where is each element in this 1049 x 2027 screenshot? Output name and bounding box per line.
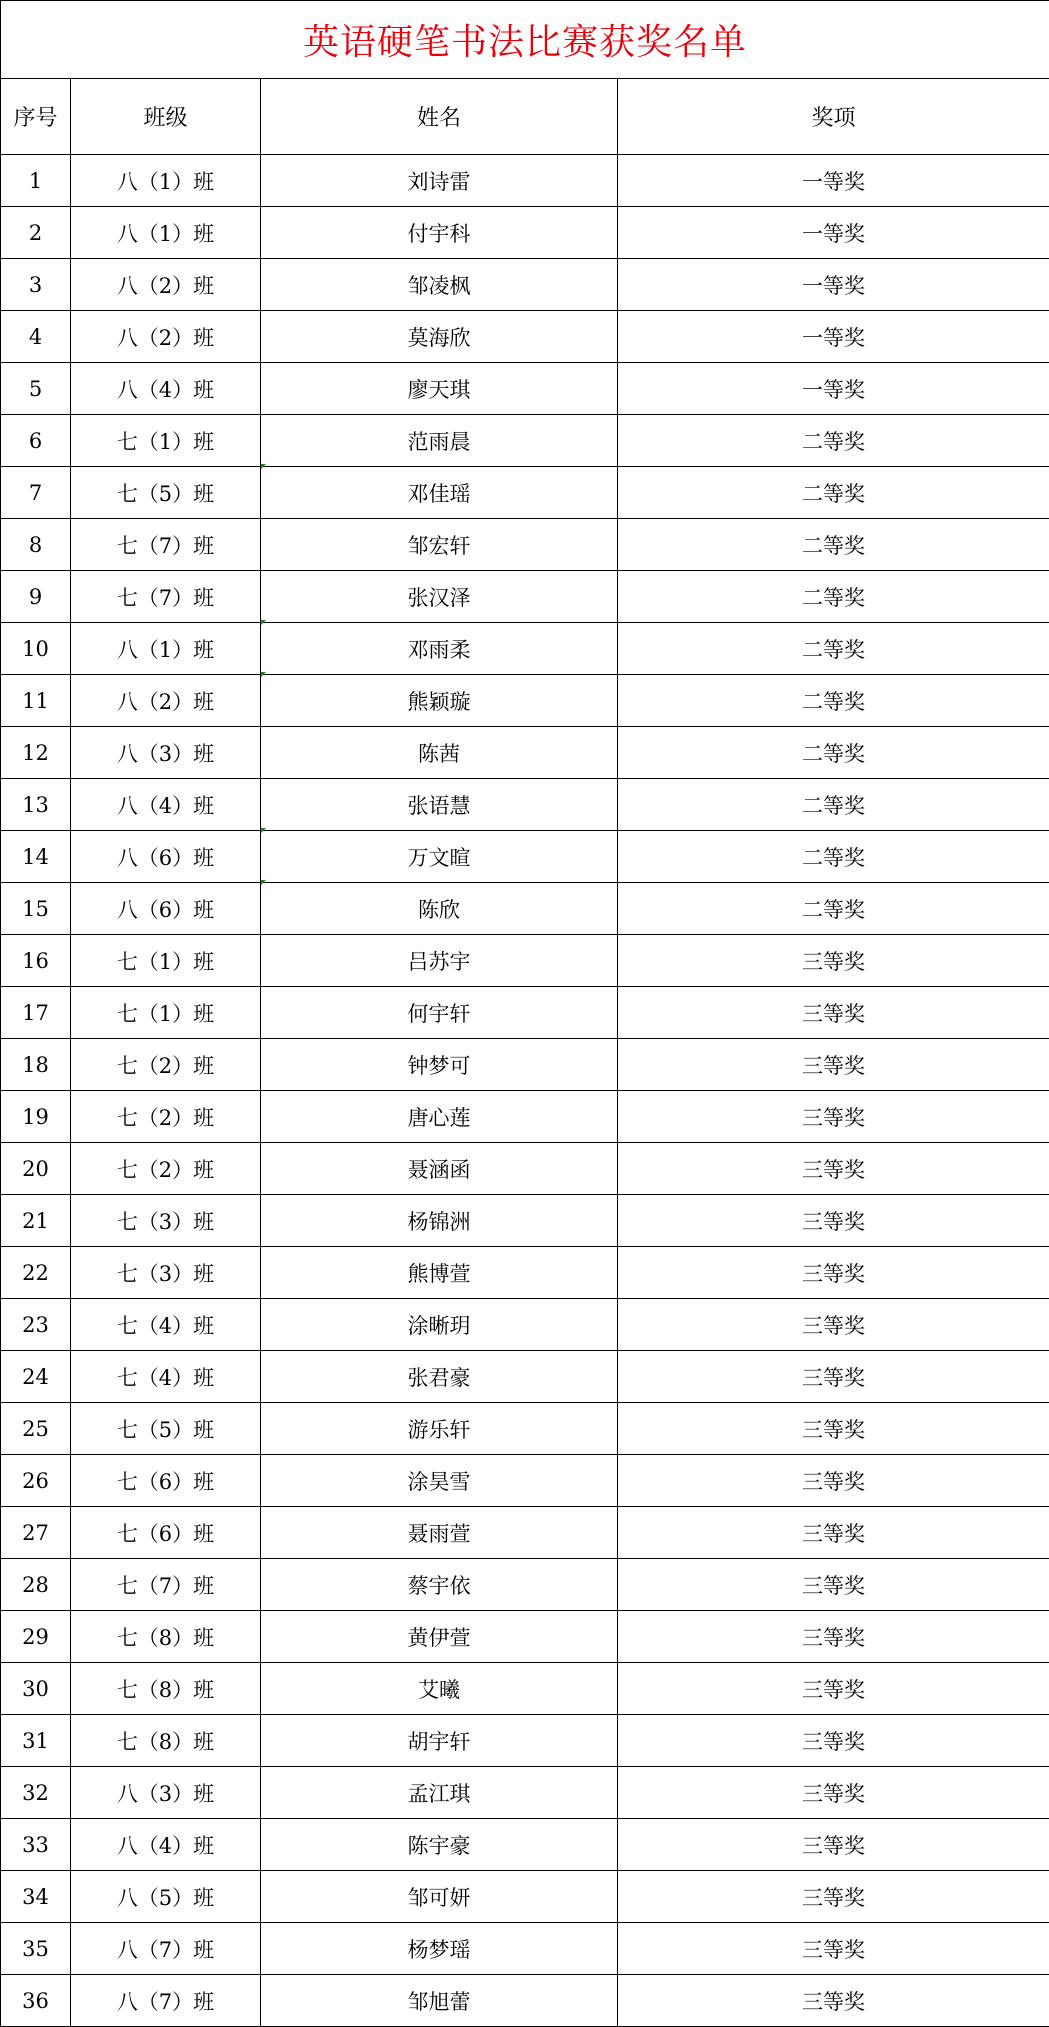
table-row [1, 831, 1049, 883]
title-row [1, 1, 1049, 79]
cell-name: 何宇轩 [261, 987, 618, 1039]
table-row [1, 987, 1049, 1039]
cell-seq: 21 [1, 1195, 71, 1247]
cell-award: 三等奖 [618, 1299, 1049, 1351]
table-row [1, 1507, 1049, 1559]
cell-seq: 13 [1, 779, 71, 831]
cell-name: 游乐轩 [261, 1403, 618, 1455]
cell-class: 八（1）班 [71, 623, 261, 675]
table-row [1, 675, 1049, 727]
cell-award: 二等奖 [618, 467, 1049, 519]
cell-name: 廖天琪 [261, 363, 618, 415]
cell-seq: 14 [1, 831, 71, 883]
cell-award: 二等奖 [618, 415, 1049, 467]
page-title: 英语硬笔书法比赛获奖名单 [1, 1, 1049, 79]
cell-seq: 20 [1, 1143, 71, 1195]
cell-award: 二等奖 [618, 883, 1049, 935]
cell-award: 三等奖 [618, 1663, 1049, 1715]
cell-name: 付宇科 [261, 207, 618, 259]
cell-award: 三等奖 [618, 1455, 1049, 1507]
cell-name: 莫海欣 [261, 311, 618, 363]
cell-name: 邓佳瑶 [261, 467, 618, 519]
cell-award: 三等奖 [618, 1403, 1049, 1455]
cell-award: 二等奖 [618, 519, 1049, 571]
cell-class: 八（2）班 [71, 675, 261, 727]
cell-seq: 24 [1, 1351, 71, 1403]
cell-seq: 5 [1, 363, 71, 415]
cell-name: 邹凌枫 [261, 259, 618, 311]
cell-award: 二等奖 [618, 779, 1049, 831]
cell-seq: 22 [1, 1247, 71, 1299]
cell-award: 二等奖 [618, 623, 1049, 675]
cell-class: 八（7）班 [71, 1975, 261, 2027]
cell-class: 七（8）班 [71, 1715, 261, 1767]
cell-seq: 19 [1, 1091, 71, 1143]
header-name: 姓名 [261, 79, 618, 155]
cell-award: 一等奖 [618, 155, 1049, 207]
cell-award: 三等奖 [618, 1975, 1049, 2027]
cell-award: 三等奖 [618, 1923, 1049, 1975]
cell-class: 七（7）班 [71, 519, 261, 571]
cell-award: 三等奖 [618, 1195, 1049, 1247]
cell-name: 邹宏轩 [261, 519, 618, 571]
cell-award: 三等奖 [618, 1819, 1049, 1871]
table-row [1, 1091, 1049, 1143]
cell-class: 七（4）班 [71, 1351, 261, 1403]
cell-award: 二等奖 [618, 727, 1049, 779]
cell-seq: 6 [1, 415, 71, 467]
table-row [1, 1871, 1049, 1923]
table-row [1, 155, 1049, 207]
cell-class: 七（5）班 [71, 1403, 261, 1455]
cell-seq: 35 [1, 1923, 71, 1975]
cell-class: 七（1）班 [71, 415, 261, 467]
table-row [1, 363, 1049, 415]
cell-name: 范雨晨 [261, 415, 618, 467]
cell-class: 七（8）班 [71, 1611, 261, 1663]
cell-name: 涂晰玥 [261, 1299, 618, 1351]
cell-class: 七（4）班 [71, 1299, 261, 1351]
cell-class: 七（2）班 [71, 1143, 261, 1195]
cell-seq: 18 [1, 1039, 71, 1091]
table-row [1, 1975, 1049, 2027]
cell-class: 七（1）班 [71, 987, 261, 1039]
cell-class: 七（6）班 [71, 1455, 261, 1507]
cell-seq: 4 [1, 311, 71, 363]
cell-name: 熊颖璇 [261, 675, 618, 727]
table-row [1, 779, 1049, 831]
table-row [1, 623, 1049, 675]
header-class: 班级 [71, 79, 261, 155]
cell-class: 七（3）班 [71, 1195, 261, 1247]
table-row [1, 1351, 1049, 1403]
cell-name: 吕苏宇 [261, 935, 618, 987]
cell-seq: 33 [1, 1819, 71, 1871]
cell-class: 八（2）班 [71, 259, 261, 311]
cell-seq: 17 [1, 987, 71, 1039]
cell-award: 二等奖 [618, 571, 1049, 623]
cell-award: 三等奖 [618, 1767, 1049, 1819]
cell-name: 涂昊雪 [261, 1455, 618, 1507]
cell-award: 三等奖 [618, 987, 1049, 1039]
cell-award: 三等奖 [618, 1507, 1049, 1559]
cell-seq: 10 [1, 623, 71, 675]
cell-class: 八（5）班 [71, 1871, 261, 1923]
cell-name: 陈欣 [261, 883, 618, 935]
cell-seq: 7 [1, 467, 71, 519]
cell-class: 七（8）班 [71, 1663, 261, 1715]
cell-seq: 2 [1, 207, 71, 259]
cell-class: 八（2）班 [71, 311, 261, 363]
header-seq: 序号 [1, 79, 71, 155]
table-row [1, 1715, 1049, 1767]
cell-name: 张语慧 [261, 779, 618, 831]
cell-class: 七（2）班 [71, 1091, 261, 1143]
table-row [1, 1455, 1049, 1507]
cell-award: 一等奖 [618, 311, 1049, 363]
cell-class: 七（3）班 [71, 1247, 261, 1299]
cell-class: 八（6）班 [71, 883, 261, 935]
cell-award: 三等奖 [618, 935, 1049, 987]
cell-name: 刘诗雷 [261, 155, 618, 207]
cell-name: 邹旭蕾 [261, 1975, 618, 2027]
table-row [1, 1923, 1049, 1975]
cell-seq: 36 [1, 1975, 71, 2027]
cell-seq: 26 [1, 1455, 71, 1507]
table-row [1, 1403, 1049, 1455]
cell-award: 二等奖 [618, 675, 1049, 727]
cell-seq: 30 [1, 1663, 71, 1715]
cell-seq: 3 [1, 259, 71, 311]
cell-seq: 15 [1, 883, 71, 935]
cell-class: 七（6）班 [71, 1507, 261, 1559]
cell-award: 三等奖 [618, 1247, 1049, 1299]
cell-name: 艾曦 [261, 1663, 618, 1715]
cell-name: 胡宇轩 [261, 1715, 618, 1767]
table-row [1, 311, 1049, 363]
table-row [1, 935, 1049, 987]
cell-name: 聂涵函 [261, 1143, 618, 1195]
cell-name: 杨梦瑶 [261, 1923, 618, 1975]
cell-award: 一等奖 [618, 259, 1049, 311]
cell-name: 唐心莲 [261, 1091, 618, 1143]
cell-seq: 31 [1, 1715, 71, 1767]
cell-seq: 12 [1, 727, 71, 779]
table-row [1, 415, 1049, 467]
cell-award: 三等奖 [618, 1611, 1049, 1663]
cell-award: 三等奖 [618, 1143, 1049, 1195]
cell-seq: 27 [1, 1507, 71, 1559]
cell-name: 邹可妍 [261, 1871, 618, 1923]
table-row [1, 1663, 1049, 1715]
table-row [1, 727, 1049, 779]
cell-name: 邓雨柔 [261, 623, 618, 675]
cell-class: 八（4）班 [71, 1819, 261, 1871]
table-row [1, 519, 1049, 571]
cell-name: 张君豪 [261, 1351, 618, 1403]
cell-seq: 8 [1, 519, 71, 571]
cell-seq: 34 [1, 1871, 71, 1923]
cell-seq: 11 [1, 675, 71, 727]
cell-name: 黄伊萱 [261, 1611, 618, 1663]
cell-award: 一等奖 [618, 207, 1049, 259]
cell-award: 三等奖 [618, 1091, 1049, 1143]
table-row [1, 1195, 1049, 1247]
cell-name: 蔡宇依 [261, 1559, 618, 1611]
table-row [1, 1143, 1049, 1195]
cell-name: 钟梦可 [261, 1039, 618, 1091]
cell-class: 七（5）班 [71, 467, 261, 519]
cell-name: 万文暄 [261, 831, 618, 883]
table-row [1, 883, 1049, 935]
table-row [1, 1611, 1049, 1663]
table-row [1, 1247, 1049, 1299]
cell-class: 八（3）班 [71, 727, 261, 779]
table-row [1, 1299, 1049, 1351]
cell-class: 八（3）班 [71, 1767, 261, 1819]
cell-name: 陈宇豪 [261, 1819, 618, 1871]
cell-class: 七（7）班 [71, 1559, 261, 1611]
table-row [1, 1767, 1049, 1819]
cell-name: 聂雨萱 [261, 1507, 618, 1559]
cell-award: 二等奖 [618, 831, 1049, 883]
cell-seq: 16 [1, 935, 71, 987]
cell-name: 陈茜 [261, 727, 618, 779]
cell-seq: 29 [1, 1611, 71, 1663]
cell-seq: 25 [1, 1403, 71, 1455]
header-row [1, 79, 1049, 155]
cell-class: 八（7）班 [71, 1923, 261, 1975]
header-award: 奖项 [618, 79, 1049, 155]
cell-class: 八（1）班 [71, 207, 261, 259]
cell-class: 七（1）班 [71, 935, 261, 987]
table-row [1, 1039, 1049, 1091]
cell-class: 八（6）班 [71, 831, 261, 883]
cell-class: 七（7）班 [71, 571, 261, 623]
cell-name: 张汉泽 [261, 571, 618, 623]
table-row [1, 207, 1049, 259]
table-row [1, 259, 1049, 311]
cell-award: 三等奖 [618, 1559, 1049, 1611]
cell-seq: 32 [1, 1767, 71, 1819]
table-body [1, 155, 1049, 2027]
cell-class: 八（1）班 [71, 155, 261, 207]
cell-class: 七（2）班 [71, 1039, 261, 1091]
cell-name: 孟江琪 [261, 1767, 618, 1819]
cell-award: 三等奖 [618, 1351, 1049, 1403]
cell-seq: 1 [1, 155, 71, 207]
cell-seq: 28 [1, 1559, 71, 1611]
cell-name: 熊博萱 [261, 1247, 618, 1299]
cell-name: 杨锦洲 [261, 1195, 618, 1247]
table-row [1, 1559, 1049, 1611]
cell-seq: 9 [1, 571, 71, 623]
cell-award: 三等奖 [618, 1871, 1049, 1923]
cell-award: 三等奖 [618, 1715, 1049, 1767]
table-row [1, 1819, 1049, 1871]
cell-seq: 23 [1, 1299, 71, 1351]
cell-award: 三等奖 [618, 1039, 1049, 1091]
cell-award: 一等奖 [618, 363, 1049, 415]
table-row [1, 571, 1049, 623]
cell-class: 八（4）班 [71, 779, 261, 831]
cell-class: 八（4）班 [71, 363, 261, 415]
table-row [1, 467, 1049, 519]
